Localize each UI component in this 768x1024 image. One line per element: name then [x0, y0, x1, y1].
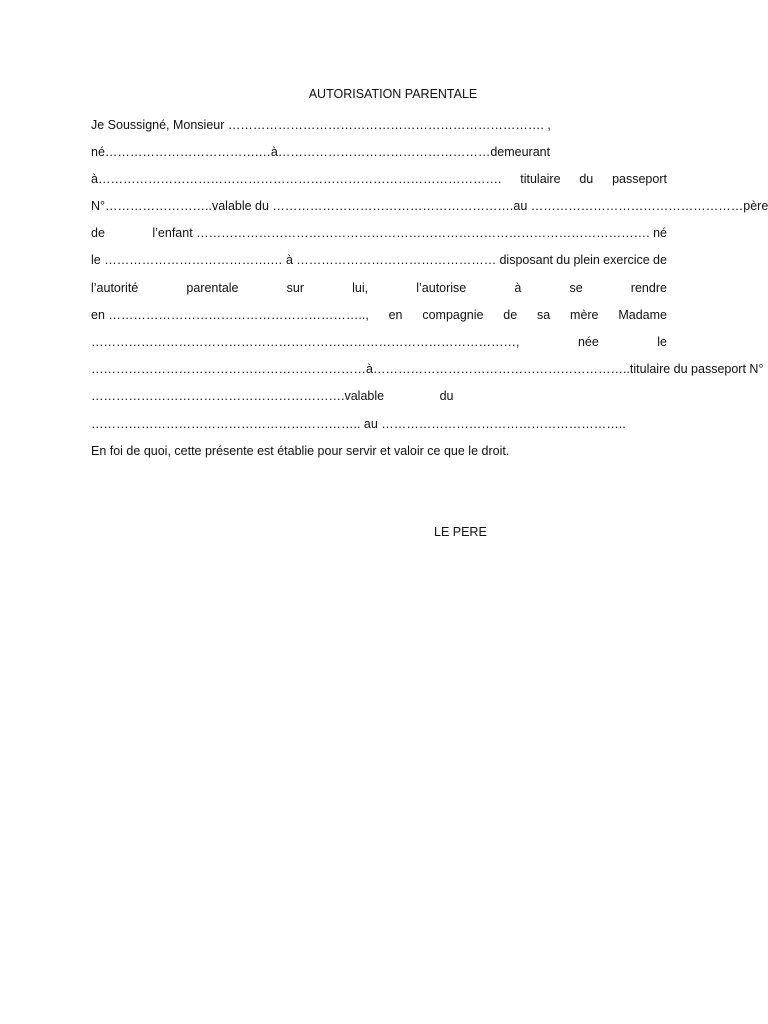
line-text: N°……………………..valable du ………………………………………………….au ……………………………………………père: [91, 199, 768, 213]
line-text: …………………………………………………………à……………………………………………………..titulaire du passeport N°: [91, 362, 764, 376]
paragraph-line-5: [91, 225, 667, 241]
paragraph-line-13: [91, 443, 667, 459]
paragraph-line-1: [91, 117, 667, 133]
line-word: passeport: [612, 172, 667, 186]
line-word: rendre: [630, 281, 667, 295]
line-word: en ……………………………………………………..,: [91, 308, 369, 322]
line-word: sur: [286, 281, 304, 295]
line-word: titulaire: [520, 172, 561, 186]
line-word: l’autorise: [416, 281, 467, 295]
line-text: En foi de quoi, cette présente est établie pour servir et valoir ce que le droit.: [91, 444, 510, 458]
document-title: AUTORISATION PARENTALE: [308, 87, 478, 101]
paragraph-line-9: [91, 334, 667, 350]
line-text: ……………………………………………………….. au …………………………………………………..: [91, 417, 626, 431]
line-text: né……………………………….…à……………………………………………demeurant: [91, 145, 551, 159]
line-word: l’autorité: [91, 281, 139, 295]
paragraph-line-7: [91, 280, 667, 296]
line-word: …………………………………………………….valable: [91, 389, 385, 403]
line-word: le ………………………………….…: [91, 253, 283, 267]
line-word: l’enfant ………………………………………………………………………………………………. né: [152, 226, 667, 240]
paragraph-line-12: [91, 416, 667, 432]
line-word: de: [503, 308, 518, 322]
line-word: le: [657, 335, 667, 349]
line-word: en: [388, 308, 403, 322]
line-word: née: [577, 335, 599, 349]
line-word: à: [285, 253, 293, 267]
line-word: exercice: [603, 253, 650, 267]
line-word: lui,: [352, 281, 369, 295]
line-word: mère: [570, 308, 599, 322]
line-word: du: [579, 172, 594, 186]
line-word: …………………………………………………………………………………………,: [91, 335, 520, 349]
line-word: parentale: [186, 281, 239, 295]
paragraph-line-10: [91, 361, 764, 377]
line-word: compagnie: [422, 308, 484, 322]
line-word: de: [653, 253, 667, 267]
paragraph-line-3: [91, 171, 667, 187]
line-word: disposant: [499, 253, 553, 267]
line-word: sa: [537, 308, 551, 322]
line-word: Madame: [618, 308, 667, 322]
line-word: de: [91, 226, 105, 240]
paragraph-line-8: [91, 307, 667, 323]
line-word: …………………………………………: [296, 253, 497, 267]
line-text: Je Soussigné, Monsieur …………………………………………………………………. ,: [91, 118, 551, 132]
line-word: à: [514, 281, 522, 295]
paragraph-line-6: [91, 252, 667, 268]
line-word: plein: [573, 253, 600, 267]
paragraph-line-11: [91, 388, 667, 404]
line-word: du: [439, 389, 454, 403]
paragraph-line-2: [91, 144, 667, 160]
paragraph-line-4: [91, 198, 768, 214]
line-word: du: [556, 253, 571, 267]
signature-label: LE PERE: [434, 525, 487, 539]
line-word: à…………………………………………………………………………………….: [91, 172, 502, 186]
line-word: se: [569, 281, 583, 295]
